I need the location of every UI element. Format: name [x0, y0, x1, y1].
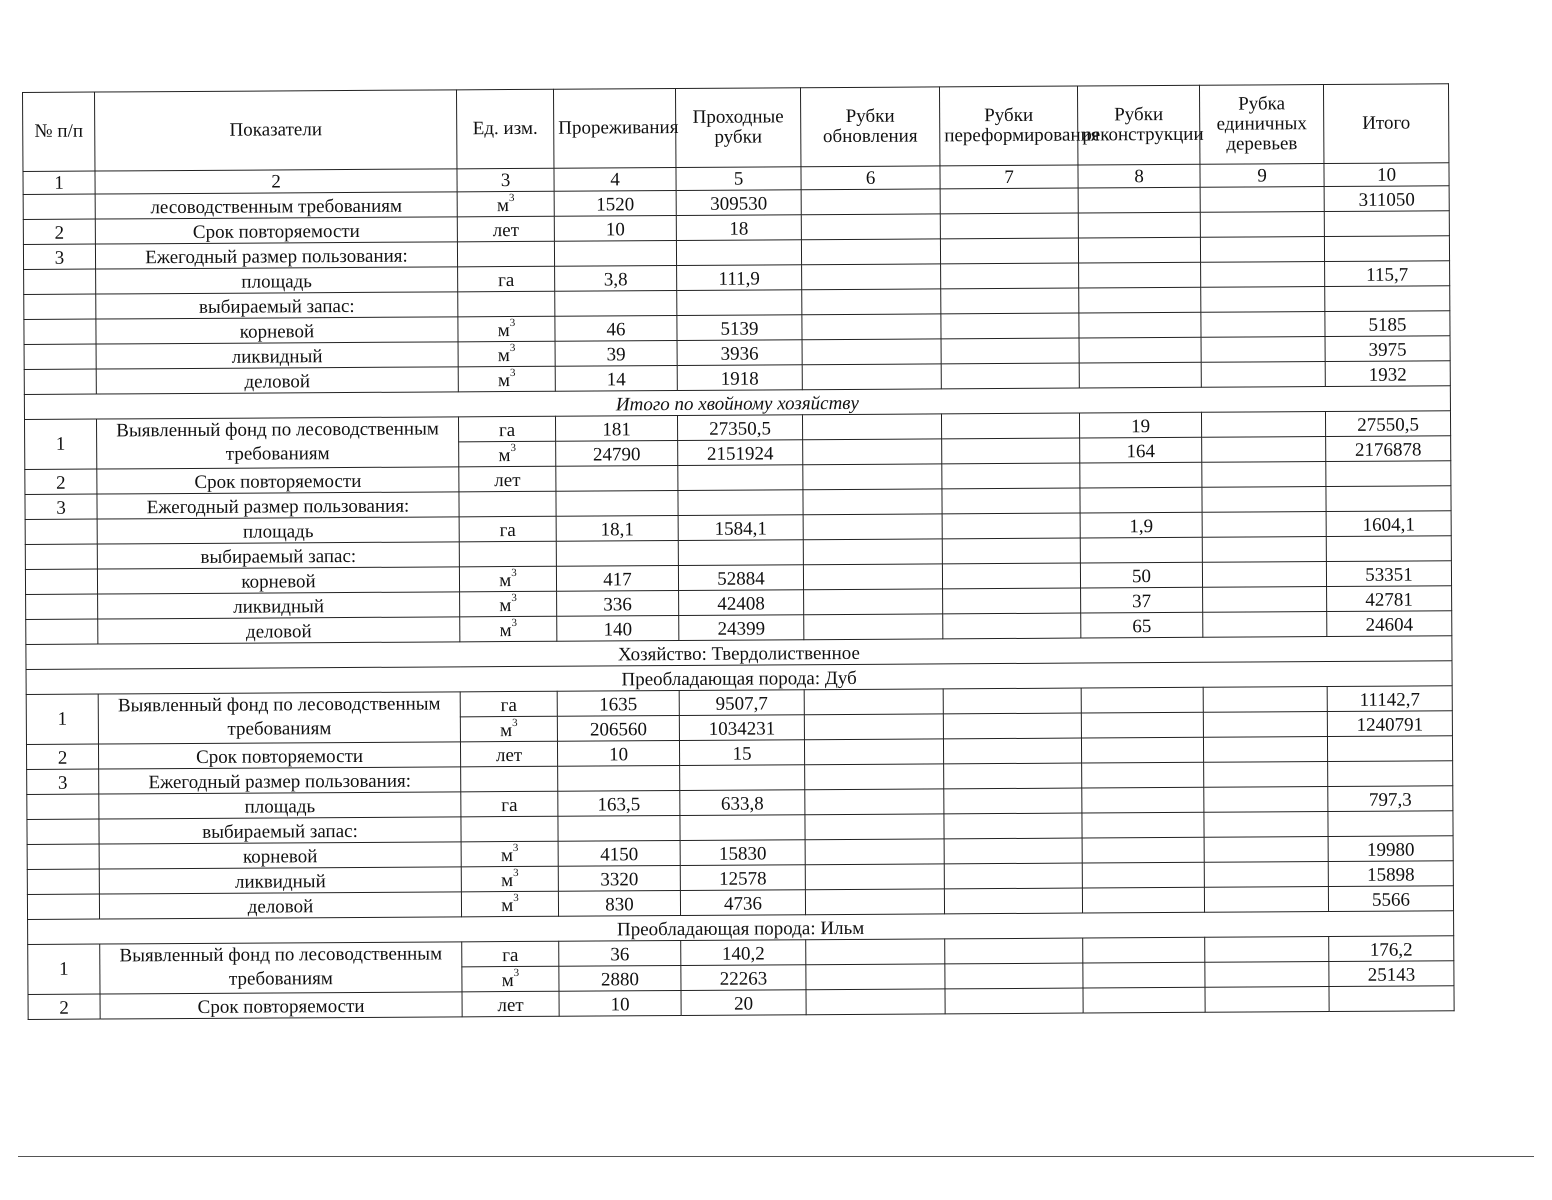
unit-cell: га — [459, 516, 556, 542]
value-cell: 633,8 — [680, 790, 805, 816]
row-label: площадь — [96, 267, 458, 294]
value-cell: 164 — [1080, 437, 1202, 463]
value-cell: 15830 — [680, 840, 805, 866]
row-label: Срок повторяемости — [100, 992, 462, 1019]
value-cell: 18 — [676, 215, 801, 241]
row-label: Выявленный фонд по лесоводственным требованиям — [100, 942, 462, 994]
total-cell: 11142,7 — [1327, 686, 1452, 712]
header-row — [23, 84, 1449, 172]
row-label: Ежегодный размер пользования: — [95, 242, 457, 269]
value-cell: 2151924 — [678, 440, 803, 466]
row-label: Срок повторяемости — [98, 742, 460, 769]
value-cell: 140 — [557, 615, 679, 641]
value-cell: 18,1 — [556, 516, 678, 542]
value-cell: 37 — [1081, 587, 1203, 613]
total-cell: 15898 — [1328, 861, 1453, 887]
header-thinning: Прореживания — [553, 89, 675, 169]
row-label: площадь — [97, 517, 459, 544]
value-cell: 14 — [555, 366, 677, 392]
value-cell: 336 — [557, 590, 679, 616]
value-cell: 1918 — [677, 365, 802, 391]
unit-cell: $м^3$ — [461, 866, 558, 892]
unit-cell: лет — [460, 741, 557, 767]
row-label: деловой — [98, 617, 460, 644]
value-cell: 42408 — [679, 590, 804, 616]
unit-cell: $м^3$ — [461, 891, 558, 917]
value-cell: 12578 — [680, 865, 805, 891]
value-cell: 50 — [1080, 562, 1202, 588]
value-cell: 46 — [555, 316, 677, 342]
total-cell: 5566 — [1328, 886, 1453, 912]
value-cell: 309530 — [676, 190, 801, 216]
row-label: корневой — [97, 567, 459, 594]
document-sheet — [22, 83, 1454, 1020]
value-cell: 830 — [558, 890, 680, 916]
row-label: выбираемый запас: — [97, 542, 459, 569]
value-cell: 24399 — [679, 615, 804, 641]
header-renewal-felling: Рубки обновления — [800, 87, 939, 167]
col-number: 3 — [457, 168, 554, 192]
unit-cell: $м^3$ — [458, 366, 555, 392]
unit-cell: $м^3$ — [458, 341, 555, 367]
value-cell: 1520 — [554, 191, 676, 217]
value-cell: 417 — [556, 565, 678, 591]
total-cell: 176,2 — [1329, 936, 1454, 962]
total-cell: 42781 — [1327, 586, 1452, 612]
unit-cell: $м^3$ — [461, 841, 558, 867]
col-number: 2 — [95, 169, 457, 194]
value-cell: 4150 — [558, 840, 680, 866]
value-cell: 36 — [559, 940, 681, 966]
row-number: 1 — [28, 944, 100, 994]
total-cell: 3975 — [1325, 336, 1450, 362]
row-label: Выявленный фонд по лесоводственным требованиям — [98, 692, 460, 744]
page-bottom-rule — [18, 1156, 1534, 1157]
unit-cell: лет — [457, 216, 554, 242]
value-cell: 181 — [555, 416, 677, 442]
value-cell: 1034231 — [679, 715, 804, 741]
row-label: ликвидный — [96, 342, 458, 369]
header-reconstruction-felling: Рубки реконструкции — [1077, 85, 1199, 165]
row-label: Срок повторяемости — [97, 467, 459, 494]
unit-cell: $м^3$ — [458, 316, 555, 342]
total-cell: 25143 — [1329, 961, 1454, 987]
unit-cell: га — [458, 416, 555, 442]
unit-cell: $м^3$ — [462, 966, 559, 992]
total-cell: 1240791 — [1327, 711, 1452, 737]
row-label: выбираемый запас: — [99, 817, 461, 844]
value-cell: 140,2 — [681, 940, 806, 966]
value-cell: 1584,1 — [678, 515, 803, 541]
total-cell: 24604 — [1327, 611, 1452, 637]
total-cell: 115,7 — [1325, 261, 1450, 287]
unit-cell: га — [461, 791, 558, 817]
unit-cell: га — [462, 941, 559, 967]
section-title: Итого по хвойному хозяйству — [24, 386, 1450, 420]
value-cell: 15 — [679, 740, 804, 766]
total-cell: 1932 — [1325, 361, 1450, 387]
total-cell: 53351 — [1326, 561, 1451, 587]
value-cell: 10 — [557, 740, 679, 766]
section-title: Хозяйство: Твердолиственное — [26, 636, 1452, 670]
row-label: ликвидный — [99, 867, 461, 894]
unit-cell: $м^3$ — [459, 441, 556, 467]
value-cell: 3936 — [677, 340, 802, 366]
value-cell: 19 — [1079, 412, 1201, 438]
col-number: 7 — [940, 165, 1078, 189]
unit-cell: $м^3$ — [460, 716, 557, 742]
header-total: Итого — [1323, 84, 1448, 164]
value-cell: 1635 — [557, 690, 679, 716]
row-label: выбираемый запас: — [96, 292, 458, 319]
value-cell: 65 — [1081, 612, 1203, 638]
col-number: 9 — [1200, 164, 1324, 188]
row-number: 3 — [25, 494, 97, 519]
value-cell: 20 — [681, 990, 806, 1016]
row-number: 1 — [26, 694, 98, 744]
value-cell: 24790 — [556, 441, 678, 467]
col-number: 8 — [1078, 164, 1200, 188]
header-reform-felling: Рубки переформирования — [939, 86, 1077, 166]
total-cell: 2176878 — [1326, 436, 1451, 462]
value-cell: 22263 — [681, 965, 806, 991]
row-label: Выявленный фонд по лесоводственным требованиям — [96, 417, 458, 469]
row-label: лесоводственным требованиям — [95, 192, 457, 219]
unit-cell: $м^3$ — [460, 591, 557, 617]
unit-cell: $м^3$ — [459, 566, 556, 592]
row-label: Срок повторяемости — [95, 217, 457, 244]
value-cell: 9507,7 — [679, 690, 804, 716]
row-number: 1 — [25, 419, 97, 469]
col-number: 1 — [23, 171, 95, 194]
value-cell: 52884 — [678, 565, 803, 591]
felling-table — [22, 83, 1455, 1020]
row-label: корневой — [99, 842, 461, 869]
total-cell: 27550,5 — [1325, 411, 1450, 437]
header-num: № п/п — [23, 92, 95, 171]
unit-cell: лет — [462, 991, 559, 1017]
unit-cell: $м^3$ — [460, 616, 557, 642]
unit-cell: лет — [459, 466, 556, 492]
total-cell: 19980 — [1328, 836, 1453, 862]
total-cell: 5185 — [1325, 311, 1450, 337]
row-number: 2 — [25, 469, 97, 494]
row-label: Ежегодный размер пользования: — [97, 492, 459, 519]
header-single-tree-felling: Рубка единичных деревьев — [1199, 85, 1323, 165]
row-label: корневой — [96, 317, 458, 344]
total-cell: 311050 — [1324, 186, 1449, 212]
row-label: Ежегодный размер пользования: — [99, 767, 461, 794]
row-number: 3 — [23, 244, 95, 269]
header-passage-felling: Проходные рубки — [675, 88, 800, 168]
value-cell: 10 — [559, 990, 681, 1016]
col-number: 6 — [801, 166, 940, 190]
col-number: 5 — [676, 167, 801, 191]
value-cell: 2880 — [559, 965, 681, 991]
value-cell: 4736 — [680, 890, 805, 916]
value-cell: 5139 — [677, 315, 802, 341]
total-cell: 797,3 — [1328, 786, 1453, 812]
value-cell: 10 — [554, 216, 676, 242]
row-number: 2 — [28, 994, 100, 1019]
value-cell: 163,5 — [558, 790, 680, 816]
value-cell: 39 — [555, 341, 677, 367]
section-title: Преобладающая порода: Дуб — [26, 661, 1452, 695]
value-cell: 206560 — [557, 715, 679, 741]
unit-cell: га — [458, 266, 555, 292]
total-cell: 1604,1 — [1326, 511, 1451, 537]
row-label: деловой — [96, 367, 458, 394]
value-cell: 111,9 — [677, 265, 802, 291]
value-cell: 3320 — [558, 865, 680, 891]
row-number: 2 — [23, 219, 95, 244]
value-cell: 1,9 — [1080, 512, 1202, 538]
row-number: 2 — [26, 744, 98, 769]
col-number: 10 — [1324, 163, 1449, 187]
unit-cell: га — [460, 691, 557, 717]
value-cell: 3,8 — [555, 266, 677, 292]
header-indicator: Показатели — [95, 90, 457, 171]
unit-cell: $м^3$ — [457, 191, 554, 217]
row-label: деловой — [99, 892, 461, 919]
col-number: 4 — [554, 168, 676, 192]
header-unit: Ед. изм. — [456, 89, 553, 169]
row-label: ликвидный — [98, 592, 460, 619]
row-label: площадь — [99, 792, 461, 819]
section-title: Преобладающая порода: Ильм — [28, 911, 1454, 945]
value-cell: 27350,5 — [677, 415, 802, 441]
row-number: 3 — [27, 769, 99, 794]
